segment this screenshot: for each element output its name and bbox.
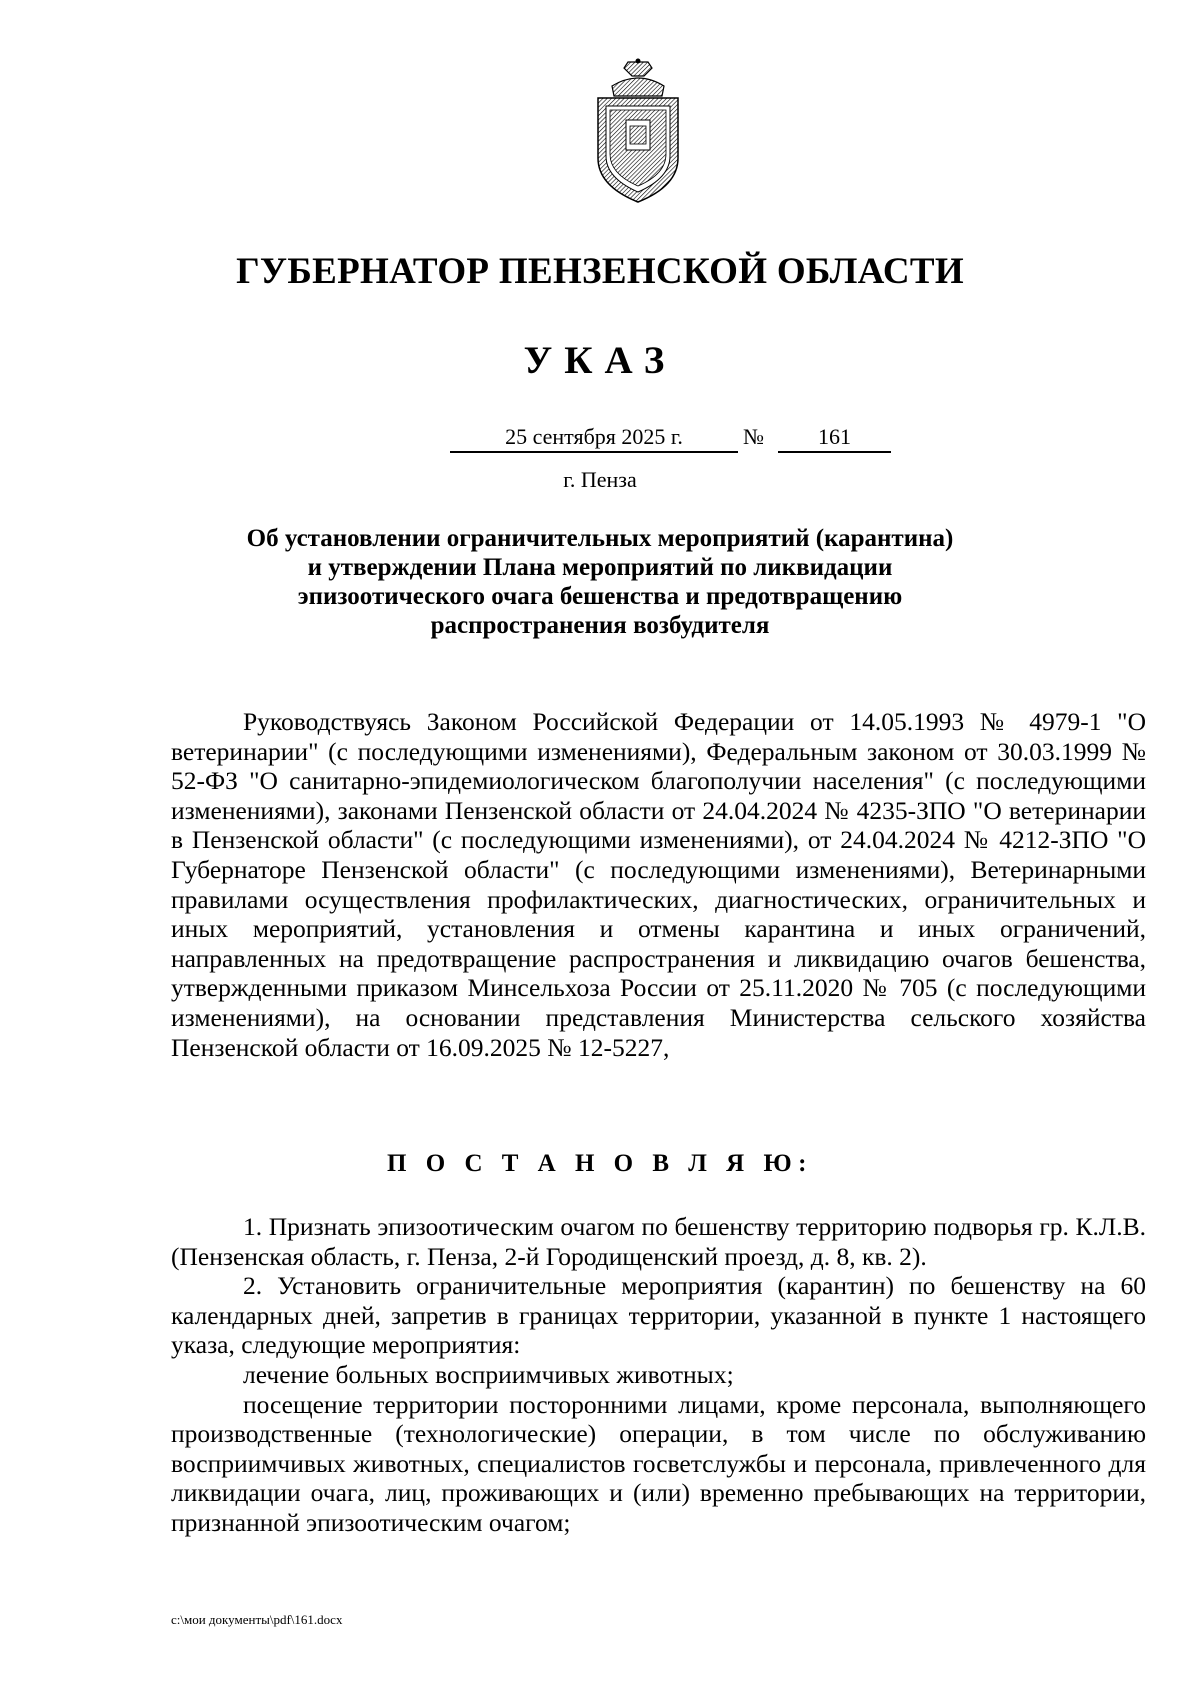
date-number-line xyxy=(0,424,1200,456)
clauses-section xyxy=(171,1212,1146,1538)
clause-paragraph: 1. Признать эпизоотическим очагом по бешенству территорию подворья гр. К.Л.В. (Пензенская область, г. Пенза, 2-й Городищенский проезд, д. 8, кв. 2). xyxy=(171,1212,1146,1271)
clause-paragraph: посещение территории посторонними лицами, кроме персонала, выполняющего производственные (технологические) операции, в том числе по обслуживанию восприимчивых животных, специалистов госветслужбы и персонала, привлеченного для ликвидации очага, лиц, проживающих и (или) временно пребывающих на территории, признанной эпизоотическим очагом; xyxy=(171,1389,1146,1537)
preamble-paragraph: Руководствуясь Законом Российской Федерации от 14.05.1993 № 4979-1 "О ветеринарии" (с последующими изменениями), Федеральным законом от 30.03.1999 № 52-ФЗ "О санитарно-эпидемиологическом благополучии населения" (с последующими изменениями), законами Пензенской области от 24.04.2024 № 4235-ЗПО "О ветеринарии в Пензенской области" (с последующими изменениями), от 24.04.2024 № 4212-ЗПО "О Губернаторе Пензенской области" (с последующими изменениями), Ветеринарными правилами осуществления профилактических, диагностических, ограничительных и иных мероприятий, установления и отмены карантина и иных ограничений, направленных на предотвращение распространения и ликвидацию очагов бешенства, утвержденными приказом Минсельхоза России от 25.11.2020 № 705 (с последующими изменениями), на основании представления Министерства сельского хозяйства Пензенской области от 16.09.2025 № 12-5227, xyxy=(171,707,1146,1062)
document-number: 161 xyxy=(778,424,891,453)
document-type: УКАЗ xyxy=(523,339,677,382)
number-sign: № xyxy=(743,424,764,449)
clause-paragraph: лечение больных восприимчивых животных; xyxy=(243,1359,734,1389)
subject-line: эпизоотического очага бешенства и предотвращению xyxy=(297,583,903,610)
document-subject xyxy=(180,524,1020,640)
file-path-footer: c:\мои документы\pdf\161.docx xyxy=(171,1612,343,1627)
preamble-section xyxy=(171,707,1146,1062)
clause-paragraph: 2. Установить ограничительные мероприятия (карантин) по бешенству на 60 календарных дней, запретив в границах территории, указанной в пункте 1 настоящего указа, следующие мероприятия: xyxy=(171,1271,1146,1360)
subject-line: распространения возбудителя xyxy=(430,612,770,639)
issuing-authority: ГУБЕРНАТОР ПЕНЗЕНСКОЙ ОБЛАСТИ xyxy=(236,251,964,292)
subject-line: и утверждении Плана мероприятий по ликвидации xyxy=(307,554,893,581)
decree-heading: П О С Т А Н О В Л Я Ю: xyxy=(387,1150,813,1177)
document-date: 25 сентября 2025 г. xyxy=(450,424,738,453)
issue-place: г. Пенза xyxy=(563,467,637,492)
coat-of-arms-icon xyxy=(592,58,684,208)
subject-line: Об установлении ограничительных мероприятий (карантина) xyxy=(246,525,954,552)
